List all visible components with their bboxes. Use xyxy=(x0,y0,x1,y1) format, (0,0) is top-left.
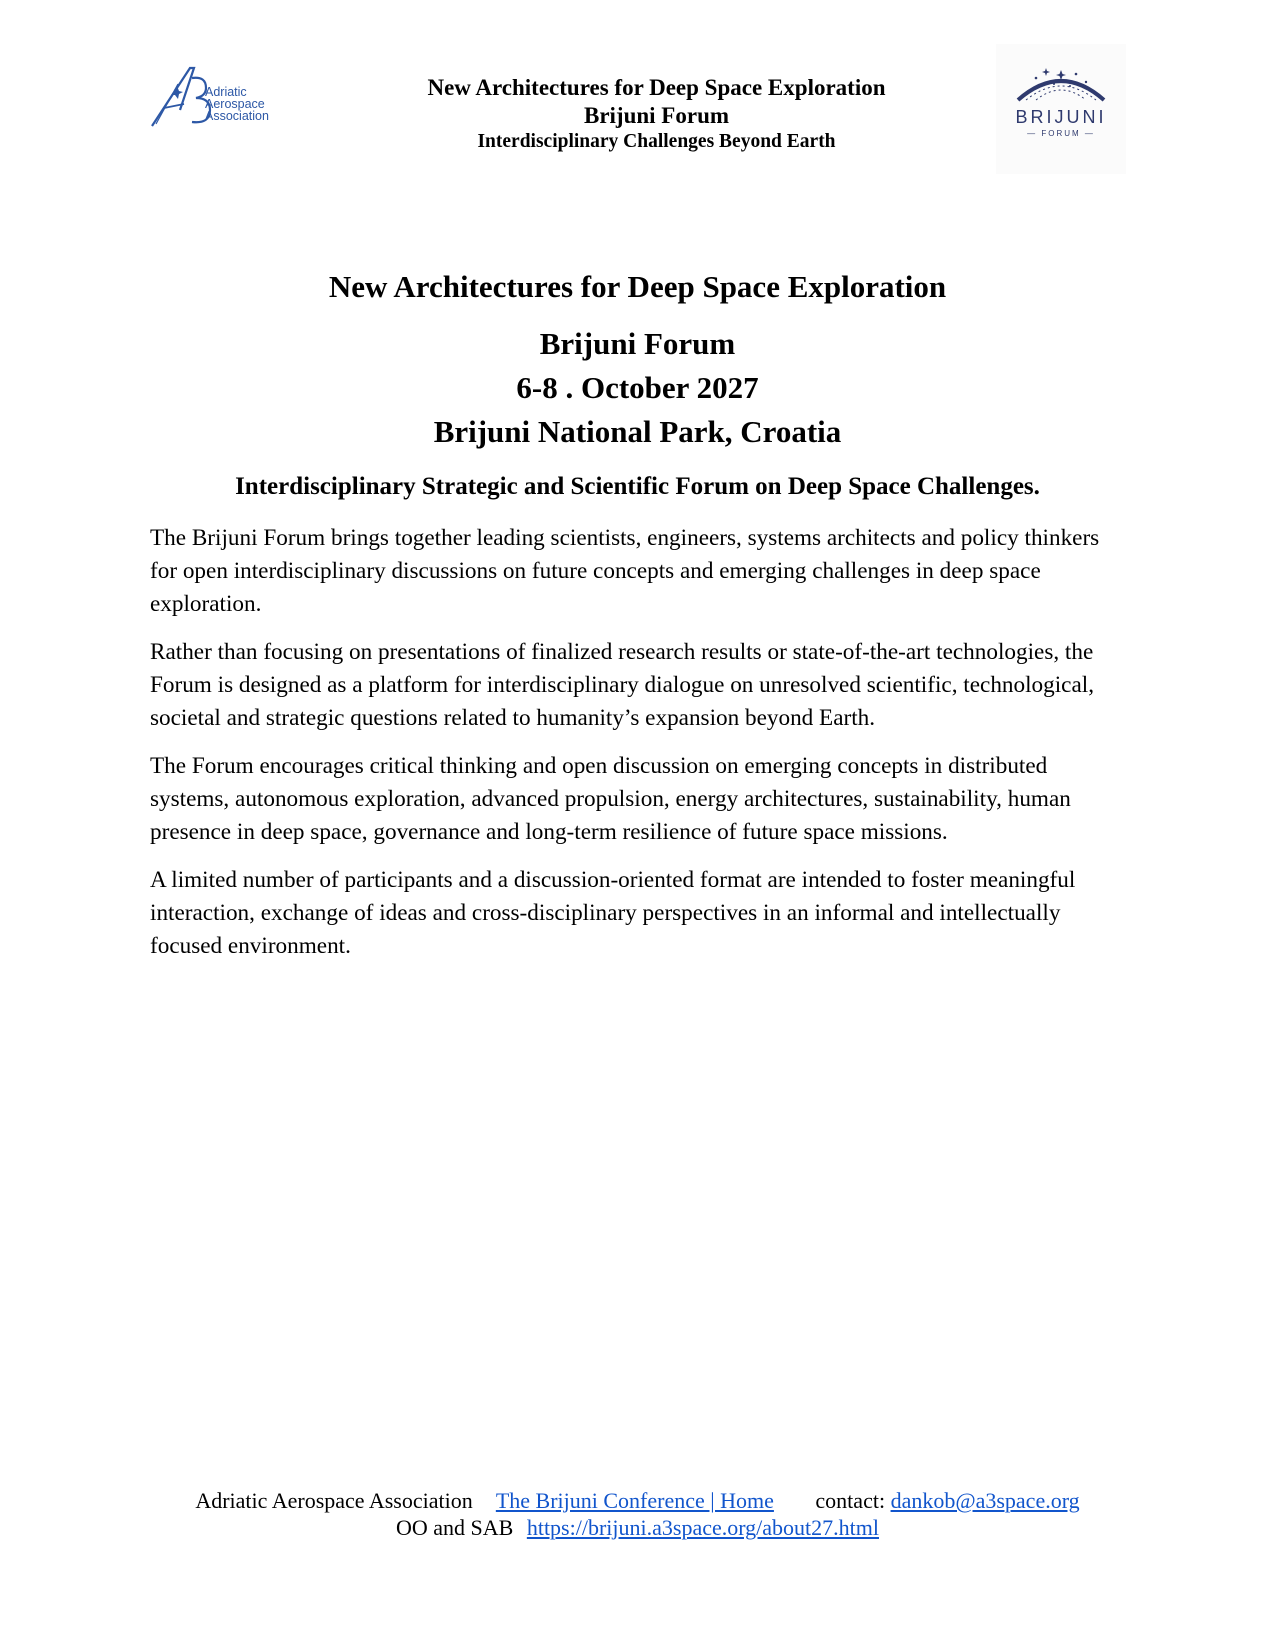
forum-name: Brijuni Forum xyxy=(539,326,736,361)
about-link[interactable]: https://brijuni.a3space.org/about27.html xyxy=(526,1515,879,1540)
brijuni-home-link[interactable]: The Brijuni Conference | Home xyxy=(495,1488,774,1513)
header-title: New Architectures for Deep Space Exploration xyxy=(427,75,886,100)
main-content xyxy=(150,268,1125,963)
event-date: 6-8 . October 2027 xyxy=(516,370,759,405)
header-forum-name: Brijuni Forum xyxy=(583,103,730,128)
paragraph: The Forum encourages critical thinking and open discussion on emerging concepts in distributed systems, autonomous exploration, advanced propulsion, energy architectures, sustainability, human presence in deep space, governance and long-term resilience of future space missions. xyxy=(150,753,1071,845)
footer-line-2 xyxy=(0,1514,1275,1541)
paragraph: A limited number of participants and a discussion-oriented format are intended to foster meaningful interaction, exchange of ideas and cross-disciplinary perspectives in an informal and intellectually focused environment. xyxy=(150,867,1076,959)
brijuni-logo-sub-text: FORUM xyxy=(1041,129,1081,138)
page-footer xyxy=(0,1487,1275,1541)
logo-text-line: Association xyxy=(205,109,269,123)
logo-text-line: Aerospace xyxy=(205,97,265,111)
footer-oo-sab-label: OO and SAB xyxy=(395,1515,514,1540)
paragraph: Rather than focusing on presentations of finalized research results or state-of-the-art technologies, the Forum is designed as a platform for interdisciplinary dialogue on unresolved scientific, technological, societal and strategic questions related to humanity’s expansion beyond Earth. xyxy=(150,639,1094,731)
footer-org: Adriatic Aerospace Association xyxy=(195,1488,473,1513)
contact-email-link[interactable]: dankob@a3space.org xyxy=(890,1488,1080,1513)
header-tagline: Interdisciplinary Challenges Beyond Earth xyxy=(477,131,836,152)
brijuni-logo xyxy=(996,44,1126,174)
subtitle: Interdisciplinary Strategic and Scientific Forum on Deep Space Challenges. xyxy=(235,473,1040,500)
page-header xyxy=(0,60,1275,180)
paragraph: The Brijuni Forum brings together leading scientists, engineers, systems architects and policy thinkers for open interdisciplinary discussions on future concepts and emerging challenges in deep space exploration. xyxy=(150,525,1100,617)
contact-label: contact: xyxy=(815,1488,886,1513)
brijuni-logo-word: BRIJUNI xyxy=(1015,107,1107,127)
event-location: Brijuni National Park, Croatia xyxy=(433,414,842,449)
brijuni-logo-sub: — FORUM — xyxy=(1027,129,1095,138)
logo-text-line: Adriatic xyxy=(205,85,247,99)
footer-line-1 xyxy=(0,1487,1275,1514)
page-title: New Architectures for Deep Space Exploration xyxy=(328,269,947,304)
